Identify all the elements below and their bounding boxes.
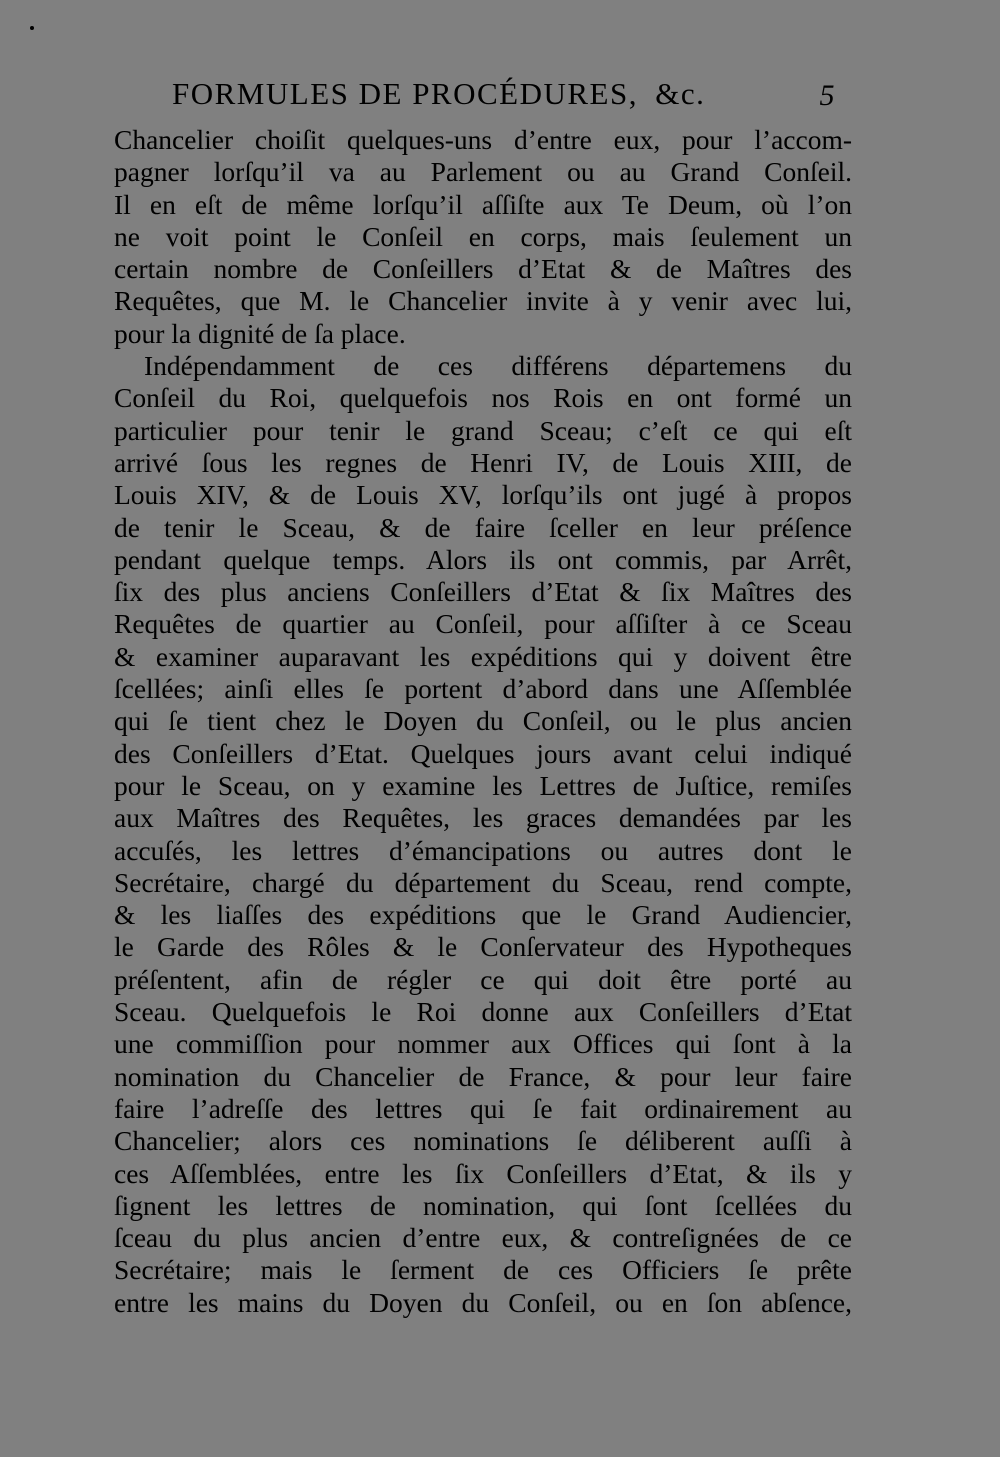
ink-speck [30, 26, 34, 30]
text-line: Secrétaire, chargé du département du Sceau, rend compte, [114, 866, 852, 898]
body-text [114, 124, 852, 1319]
text-line: accuſés, les lettres d’émancipations ou autres dont le [114, 834, 852, 866]
text-line: Secrétaire; mais le ſerment de ces Officiers ſe prête [114, 1254, 852, 1286]
text-line: des Conſeillers d’Etat. Quelques jours avant celui indiqué [114, 737, 852, 769]
text-line: Louis XIV, & de Louis XV, lorſqu’ils ont jugé à propos [114, 479, 852, 511]
text-line: Conſeil du Roi, quelquefois nos Rois en ont formé un [114, 382, 852, 414]
text-line: Chancelier; alors ces nominations ſe déliberent auſſi à [114, 1125, 852, 1157]
text-line: Indépendamment de ces différens départemens du [144, 350, 852, 382]
text-line: entre les mains du Doyen du Conſeil, ou en ſon abſence, [114, 1286, 852, 1318]
text-line: Il en eſt de même lorſqu’il aſſiſte aux Te Deum, où l’on [114, 188, 852, 220]
header-title: FORMULES DE PROCÉDURES, [172, 76, 638, 111]
text-line: & examiner auparavant les expéditions qui y doivent être [114, 640, 852, 672]
text-line: ſceau du plus ancien d’entre eux, & contreſignées de ce [114, 1222, 852, 1254]
text-line: ſcellées; ainſi elles ſe portent d’abord dans une Aſſemblée [114, 673, 852, 705]
text-line: pour le Sceau, on y examine les Lettres de Juſtice, remiſes [114, 769, 852, 801]
text-line: ne voit point le Conſeil en corps, mais ſeulement un [114, 220, 852, 252]
text-line: ſignent les lettres de nomination, qui ſont ſcellées du [114, 1189, 852, 1221]
text-line: & les liaſſes des expéditions que le Grand Audiencier, [114, 899, 852, 931]
text-line: une commiſſion pour nommer aux Offices qui ſont à la [114, 1028, 852, 1060]
text-line: pagner lorſqu’il va au Parlement ou au Grand Conſeil. [114, 156, 852, 188]
text-line: ſix des plus anciens Conſeillers d’Etat & ſix Maîtres des [114, 576, 852, 608]
text-line: Chancelier choiſit quelques-uns d’entre eux, pour l’accom- [114, 124, 852, 155]
text-line: faire l’adreſſe des lettres qui ſe fait ordinairement au [114, 1092, 852, 1124]
text-line: arrivé ſous les regnes de Henri IV, de Louis XIII, de [114, 446, 852, 478]
text-line: le Garde des Rôles & le Conſervateur des Hypotheques [114, 931, 852, 963]
text-line: nomination du Chancelier de France, & pour leur faire [114, 1060, 852, 1092]
header-etc: &c. [655, 76, 706, 111]
text-line: préſentent, afin de régler ce qui doit être porté au [114, 963, 852, 995]
text-line: qui ſe tient chez le Doyen du Conſeil, ou le plus ancien [114, 705, 852, 737]
text-line: pour la dignité de ſa place. [114, 317, 406, 349]
text-line: pendant quelque temps. Alors ils ont commis, par Arrêt, [114, 543, 852, 575]
text-line: ces Aſſemblées, entre les ſix Conſeillers d’Etat, & ils y [114, 1157, 852, 1189]
text-line: Requêtes de quartier au Conſeil, pour aſſiſter à ce Sceau [114, 608, 852, 640]
running-header [172, 74, 852, 114]
text-line: Sceau. Quelquefois le Roi donne aux Conſeillers d’Etat [114, 996, 852, 1028]
text-line: particulier pour tenir le grand Sceau; c’eſt ce qui eſt [114, 414, 852, 446]
text-line: de tenir le Sceau, & de faire ſceller en leur préſence [114, 511, 852, 543]
text-line: Requêtes, que M. le Chancelier invite à y venir avec lui, [114, 285, 852, 317]
text-line: certain nombre de Conſeillers d’Etat & de Maîtres des [114, 253, 852, 285]
text-line: aux Maîtres des Requêtes, les graces demandées par les [114, 802, 852, 834]
page-number: 5 [819, 79, 836, 112]
